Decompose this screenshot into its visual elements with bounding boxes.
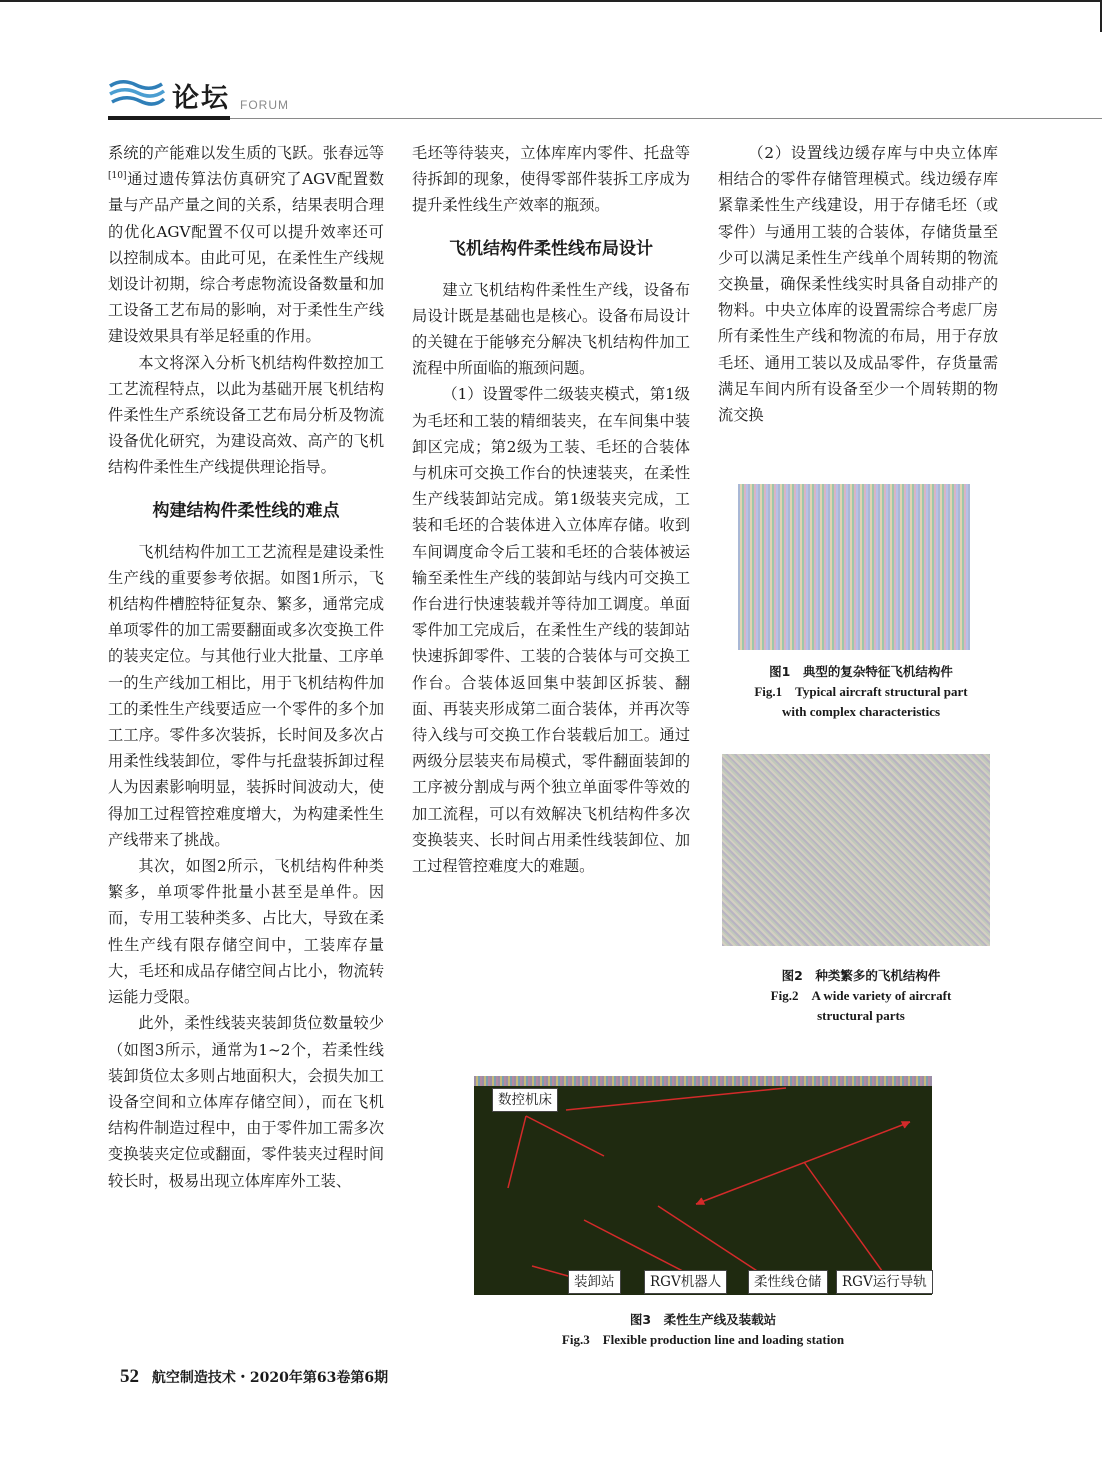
caption-en: Fig.3 Flexible production line and loading station [561,1332,845,1347]
figure-2-image [722,754,990,946]
paragraph: （1）设置零件二级装夹模式，第1级为毛坯和工装的精细装夹，在车间集中装卸区完成；第2级为工装、毛坯的合装体与机床可交换工作台的快速装夹，在柔性生产线装卸站完成。第1级装夹完成，工装和毛坯的合装体进入立体库存储。收到车间调度命令后工装和毛坯的合装体被运输至柔性生产线的装卸站与线内可交换工作台进行快速装载并等待加工调度。单面零件加工完成后，在柔性生产线的装卸站快速拆卸零件、工装的合装体与可交换工作台。合装体返回集中装卸区拆装、翻面、再装夹形成第二面合装体，并再次等待入线与可交换工作台装载后加工。通过两级分层装夹布局模式，零件翻面装卸的工序被分割成与两个独立单面零件等效的加工流程，可以有效解决飞机结构件多次变换装夹、长时间占用柔性线装卸位、加工过程管控难度大的难题。 [412,385,690,876]
section-title-en: FORUM [240,98,289,112]
paragraph: （2）设置线边缓存库与中央立体库相结合的零件存储管理模式。线边缓存库紧靠柔性生产线建设，用于存储毛坯（或零件）与通用工装的合装体，存储货量至少可以满足柔性生产线单个周转期的物流交换量，确保柔性线实时具备自动排产的物料。中央立体库的设置需综合考虑厂房所有柔性生产线和物流的布局，用于存放毛坯、通用工装以及成品零件，存货量需满足车间内所有设备至少一个周转期的物流交换 [718,144,998,425]
label-cnc: 数控机床 [492,1088,558,1112]
label-loading-station: 装卸站 [568,1270,621,1294]
label-warehouse: 柔性线仓储 [748,1270,828,1294]
header-rule [230,118,1102,119]
label-rgv-robot: RGV机器人 [644,1270,727,1294]
paragraph: 此外，柔性线装夹装卸货位数量较少（如图3所示，通常为1~2个，若柔性线装卸货位太多则占地面积大，会损失加工设备空间和立体库存储空间），而在飞机结构件制造过程中，由于零件加工需多次变换装夹定位或翻面，零件装夹过程时间较长时，极易出现立体库库外工装、 [108,1014,384,1190]
caption-en: with complex characteristics [781,704,941,719]
paragraph: 其次，如图2所示，飞机结构件种类繁多，单项零件批量小甚至是单件。因而，专用工装种类多、占比大，导致在柔性生产线有限存储空间中，工装库存量大，毛坯和成品存储空间占比小，物流转运能力受限。 [108,857,384,1007]
page-top-border [0,0,1102,2]
citation: [10] [108,171,127,182]
section-heading: 构建结构件柔性线的难点 [152,500,340,521]
label-rgv-rail: RGV运行导轨 [836,1270,933,1294]
header-bar [108,116,230,120]
caption-en: structural parts [817,1008,905,1023]
paragraph: 毛坯等待装夹，立体库库内零件、托盘等待拆卸的现象，使得零部件装拆工序成为提升柔性线生产效率的瓶颈。 [412,144,690,215]
section-header [108,74,528,124]
text-column-1 [108,140,384,1194]
text-column-3 [718,140,998,428]
paragraph-text: 系统的产能难以发生质的飞跃。张春远等 [108,144,384,162]
paragraph-text: 通过遗传算法仿真研究了AGV配置数量与产品产量之间的关系，结果表明合理的优化AGV配置不仅可以提升效率还可以控制成本。由此可见，在柔性生产线规划设计初期，综合考虑物流设备数量和加工设备工艺布局的影响，对于柔性生产线建设效果具有举足轻重的作用。 [108,170,384,346]
text-column-2 [412,140,690,879]
paragraph: 飞机结构件加工工艺流程是建设柔性生产线的重要参考依据。如图1所示，飞机结构件槽腔特征复杂、繁多，通常完成单项零件的加工需要翻面或多次变换工件的装夹定位。与其他行业大批量、工序单一的生产线加工相比，用于飞机结构件加工的柔性生产线要适应一个零件的多个加工工序。零件多次装拆，长时间及多次占用柔性线装卸位，零件与托盘装拆卸过程人为因素影响明显，装拆时间波动大，使得加工过程管控难度增大，为构建柔性生产线带来了挑战。 [108,542,384,849]
caption-zh: 图2 种类繁多的飞机结构件 [781,968,941,983]
caption-zh: 图3 柔性生产线及装载站 [629,1312,777,1327]
paragraph: 本文将深入分析飞机结构件数控加工工艺流程特点，以此为基础开展飞机结构件柔性生产系统设备工艺布局分析及物流设备优化研究，为建设高效、高产的飞机结构件柔性生产线提供理论指导。 [108,353,384,477]
forum-logo-icon [108,76,166,110]
figure-2-caption [716,966,1006,1026]
caption-en: Fig.1 Typical aircraft structural part [754,684,968,699]
paragraph: 建立飞机结构件柔性生产线，设备布局设计既是基础也是核心。设备布局设计的关键在于能够充分解决飞机结构件加工流程中所面临的瓶颈问题。 [412,280,690,378]
caption-zh: 图1 典型的复杂特征飞机结构件 [769,664,953,679]
paragraph [108,140,384,350]
section-title: 论坛 [172,83,230,114]
caption-en: Fig.2 A wide variety of aircraft [770,988,952,1003]
page-number: 52 [120,1366,139,1387]
figure-3-caption [474,1310,932,1350]
figure-1-image [738,484,970,650]
section-heading: 飞机结构件柔性线布局设计 [449,238,653,259]
figure-1-caption [716,662,1006,722]
page-footer [120,1366,388,1388]
figure-3-image [474,1076,932,1295]
journal-info: 航空制造技术・2020年第63卷第6期 [151,1370,389,1386]
